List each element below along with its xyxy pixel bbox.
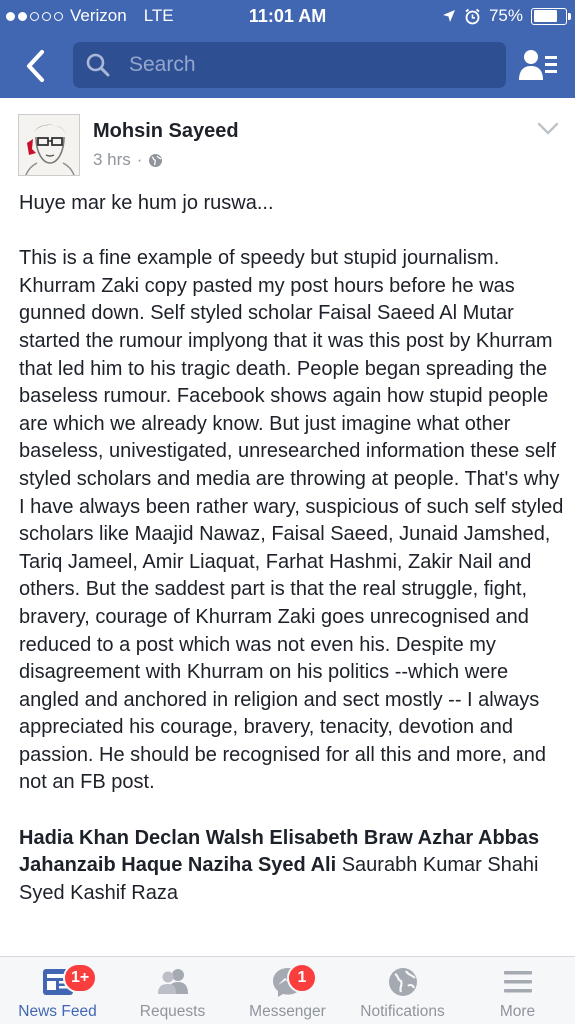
tab-notifications[interactable] bbox=[345, 957, 460, 1024]
news-feed-badge: 1+ bbox=[63, 963, 97, 993]
status-right bbox=[442, 6, 567, 26]
profile-sketch-image bbox=[19, 115, 80, 176]
network-type: LTE bbox=[143, 6, 174, 25]
friends-list-icon[interactable] bbox=[519, 48, 557, 82]
top-bar bbox=[0, 0, 575, 98]
post-timestamp[interactable]: 3 hrs bbox=[93, 150, 131, 169]
tab-messenger[interactable] bbox=[230, 957, 345, 1024]
clock: 11:01 AM bbox=[248, 6, 327, 26]
search-bar[interactable] bbox=[73, 42, 506, 88]
meta-separator: · bbox=[136, 150, 143, 169]
tab-label: Notifications bbox=[360, 1003, 445, 1020]
tab-requests[interactable] bbox=[115, 957, 230, 1024]
battery-icon bbox=[531, 8, 567, 25]
tagged-people bbox=[19, 825, 564, 908]
friend-requests-icon bbox=[156, 966, 190, 998]
avatar[interactable] bbox=[18, 114, 80, 176]
back-chevron-icon[interactable] bbox=[18, 46, 52, 86]
tagged-names-bold[interactable]: Hadia Khan Declan Walsh Elisabeth Braw Azhar Abbas Jahanzaib Haque Naziha Syed Ali bbox=[19, 826, 540, 877]
tab-news-feed[interactable] bbox=[0, 957, 115, 1024]
tab-label: News Feed bbox=[18, 1003, 97, 1020]
post-body bbox=[19, 190, 564, 907]
chevron-down-icon[interactable] bbox=[537, 122, 559, 136]
post-meta bbox=[93, 150, 163, 170]
tab-label: Requests bbox=[139, 1003, 206, 1020]
search-placeholder: Search bbox=[129, 53, 196, 76]
globe-notifications-icon bbox=[386, 966, 420, 998]
menu-icon bbox=[501, 966, 535, 998]
post-paragraph: Huye mar ke hum jo ruswa... bbox=[19, 192, 274, 214]
post-author-name[interactable]: Mohsin Sayeed bbox=[93, 120, 239, 142]
battery-percent: 75% bbox=[488, 6, 523, 25]
tagged-names-plain: Saurabh Kumar Shahi Syed Kashif Raza bbox=[19, 854, 539, 904]
bottom-tab-bar bbox=[0, 956, 575, 1024]
messenger-badge: 1 bbox=[287, 963, 317, 993]
post-card bbox=[0, 98, 575, 956]
nav-row bbox=[0, 42, 575, 90]
status-bar bbox=[0, 0, 575, 32]
carrier-name: Verizon bbox=[70, 6, 127, 25]
globe-icon bbox=[148, 153, 163, 168]
search-icon bbox=[85, 52, 111, 78]
post-paragraph: This is a fine example of speedy but stupid journalism. Khurram Zaki copy pasted my post hours before he was gunned down. Self styled scholar Faisal Saeed Al Mutar started the rumour implyong that it was this post by Khurram that led him to his tragic death. People began spreading the baseless rumour. Facebook shows again how stupid people are which we already know. But just imagine what other baseless, univestigated, unresearched information these self styled scholars and media are throwing at people. That's why I have always been rather wary, suspicious of such self styled scholars like Maajid Nawaz, Faisal Saeed, Junaid Jamshed, Tariq Jameel, Amir Liaquat, Farhat Hashmi, Zakir Nail and others. But the saddest part is that the real struggle, fight, bravery, courage of Khurram Zaki goes unrecognised and reduced to a post which was not even his. Despite my disagreement with Khurram on his politics --which were angled and anchored in religion and sect mostly -- I always appreciated his courage, bravery, tenacity, devotion and passion. He should be recognised for all this and more, and not an FB post. bbox=[19, 247, 564, 794]
alarm-icon bbox=[464, 8, 481, 25]
tab-label: More bbox=[499, 1003, 536, 1020]
tab-more[interactable] bbox=[460, 957, 575, 1024]
location-arrow-icon bbox=[442, 9, 456, 23]
tab-label: Messenger bbox=[249, 1003, 326, 1020]
